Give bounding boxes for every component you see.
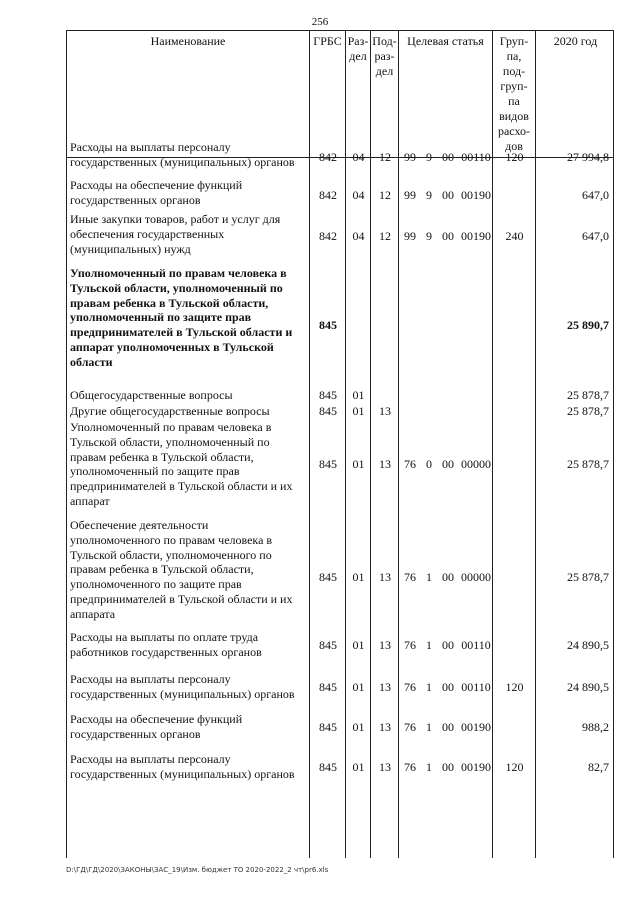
target-direction-cell: 00 — [442, 188, 454, 202]
podrazdel-cell: 12 — [379, 229, 391, 243]
amount-cell: 25 878,7 — [567, 404, 609, 418]
target-direction-cell: 00 — [442, 229, 454, 243]
target-subprogram-cell: 9 — [426, 150, 432, 164]
target-program-cell: 99 — [404, 229, 416, 243]
amount-cell: 25 878,7 — [567, 457, 609, 471]
expense-group-cell: 120 — [505, 150, 524, 164]
target-code-cell: 00190 — [461, 188, 491, 202]
razdel-cell: 01 — [352, 570, 365, 584]
grbs-cell: 845 — [319, 318, 337, 332]
razdel-cell: 04 — [352, 188, 365, 202]
podrazdel-cell: 12 — [379, 150, 391, 164]
razdel-cell: 04 — [352, 150, 365, 164]
header-grbs: ГРБС — [310, 31, 346, 157]
budget-table — [66, 30, 614, 858]
grbs-cell: 845 — [319, 680, 337, 694]
target-program-cell: 76 — [404, 760, 416, 774]
column-divider — [309, 158, 310, 858]
podrazdel-cell: 13 — [379, 638, 391, 652]
amount-cell: 647,0 — [582, 188, 609, 202]
column-divider — [398, 158, 399, 858]
target-direction-cell: 00 — [442, 638, 454, 652]
amount-cell: 647,0 — [582, 229, 609, 243]
column-divider — [492, 158, 493, 858]
target-code-cell: 00190 — [461, 720, 491, 734]
target-subprogram-cell: 9 — [426, 188, 432, 202]
grbs-cell: 845 — [319, 720, 337, 734]
amount-cell: 24 890,5 — [567, 680, 609, 694]
grbs-cell: 845 — [319, 457, 337, 471]
target-direction-cell: 00 — [442, 150, 454, 164]
row-name: Расходы на выплаты персоналу государственных (муниципальных) органов — [70, 752, 295, 781]
header-razdel: Раз- дел — [346, 31, 371, 157]
row-name: Уполномоченный по правам человека в Тульской области, уполномоченный по правам ребенка в Тульской области, уполномоченный по защите прав предпринимателей в Тульской области и аппарат уполномоченных в Тульской области — [70, 266, 293, 369]
target-subprogram-cell: 1 — [426, 760, 432, 774]
column-divider — [535, 158, 536, 858]
target-program-cell: 99 — [404, 188, 416, 202]
header-expense-group: Груп- па, под- груп- па видов расхо- дов — [493, 31, 536, 157]
target-code-cell: 00110 — [461, 680, 491, 694]
header-name: Наименование — [67, 31, 310, 157]
grbs-cell: 845 — [319, 570, 337, 584]
amount-cell: 25 878,7 — [567, 388, 609, 402]
target-subprogram-cell: 9 — [426, 229, 432, 243]
target-subprogram-cell: 1 — [426, 570, 432, 584]
amount-cell: 27 994,8 — [567, 150, 609, 164]
target-direction-cell: 00 — [442, 760, 454, 774]
row-name: Другие общегосударственные вопросы — [70, 404, 270, 418]
row-name: Обеспечение деятельности уполномоченного по правам человека в Тульской области, уполномоченного по правам ребенка в Тульской области, уполномоченного по защите прав предпринимателей в Тульской области и их аппарата — [70, 518, 293, 621]
razdel-cell: 01 — [352, 760, 365, 774]
target-program-cell: 76 — [404, 638, 416, 652]
footer-file-path: D:\ГД\ГД\2020\ЗАКОНЫ\ЗАС_19\Изм. бюджет ТО 2020-2022_2 чт\pr6.xls — [66, 866, 329, 874]
razdel-cell: 01 — [352, 720, 365, 734]
amount-cell: 988,2 — [582, 720, 609, 734]
target-program-cell: 76 — [404, 570, 416, 584]
amount-cell: 25 878,7 — [567, 570, 609, 584]
razdel-cell: 01 — [352, 680, 365, 694]
grbs-cell: 845 — [319, 404, 337, 418]
grbs-cell: 845 — [319, 638, 337, 652]
target-code-cell: 00110 — [461, 150, 491, 164]
target-direction-cell: 00 — [442, 680, 454, 694]
razdel-cell: 01 — [352, 457, 365, 471]
expense-group-cell: 240 — [505, 229, 524, 243]
expense-group-cell: 120 — [505, 760, 524, 774]
row-name: Уполномоченный по правам человека в Тульской области, уполномоченный по правам ребенка в Тульской области, уполномоченный по защите прав предпринимателей в Тульской области и их аппарат — [70, 420, 293, 508]
razdel-cell: 01 — [352, 404, 365, 418]
expense-group-cell: 120 — [505, 680, 524, 694]
grbs-cell: 842 — [319, 188, 337, 202]
podrazdel-cell: 13 — [379, 457, 391, 471]
amount-cell: 24 890,5 — [567, 638, 609, 652]
podrazdel-cell: 13 — [379, 404, 391, 418]
target-subprogram-cell: 0 — [426, 457, 432, 471]
header-year-2020: 2020 год — [553, 34, 598, 48]
row-name: Расходы на обеспечение функций государственных органов — [70, 712, 243, 741]
amount-cell: 25 890,7 — [567, 318, 609, 332]
target-program-cell: 76 — [404, 680, 416, 694]
podrazdel-cell: 13 — [379, 720, 391, 734]
target-direction-cell: 00 — [442, 570, 454, 584]
podrazdel-cell: 13 — [379, 680, 391, 694]
row-name: Расходы на обеспечение функций государственных органов — [70, 178, 243, 207]
grbs-cell: 842 — [319, 150, 337, 164]
grbs-cell: 842 — [319, 229, 337, 243]
target-subprogram-cell: 1 — [426, 680, 432, 694]
podrazdel-cell: 13 — [379, 760, 391, 774]
target-program-cell: 99 — [404, 150, 416, 164]
amount-cell: 82,7 — [588, 760, 609, 774]
table-body — [66, 140, 614, 858]
target-code-cell: 00110 — [461, 638, 491, 652]
header-podrazdel: Под- раз- дел — [371, 31, 399, 157]
row-name: Расходы на выплаты персоналу государственных (муниципальных) органов — [70, 672, 295, 701]
row-name: Общегосударственные вопросы — [70, 388, 233, 402]
grbs-cell: 845 — [319, 388, 337, 402]
target-direction-cell: 00 — [442, 457, 454, 471]
razdel-cell: 01 — [352, 388, 365, 402]
razdel-cell: 04 — [352, 229, 365, 243]
target-code-cell: 00190 — [461, 229, 491, 243]
column-divider — [370, 158, 371, 858]
podrazdel-cell: 13 — [379, 570, 391, 584]
target-code-cell: 00000 — [461, 457, 491, 471]
target-program-cell: 76 — [404, 457, 416, 471]
razdel-cell: 01 — [352, 638, 365, 652]
page-number: 256 — [311, 16, 329, 28]
header-target-article: Целевая статья — [399, 31, 493, 157]
row-name: Расходы на выплаты персоналу государственных (муниципальных) органов — [70, 140, 295, 169]
grbs-cell: 845 — [319, 760, 337, 774]
podrazdel-cell: 12 — [379, 188, 391, 202]
target-subprogram-cell: 1 — [426, 720, 432, 734]
table-header — [66, 30, 614, 158]
target-direction-cell: 00 — [442, 720, 454, 734]
row-name: Расходы на выплаты по оплате труда работников государственных органов — [70, 630, 262, 659]
target-code-cell: 00000 — [461, 570, 491, 584]
row-name: Иные закупки товаров, работ и услуг для обеспечения государственных (муниципальных) нужд — [70, 212, 281, 256]
column-divider — [345, 158, 346, 858]
target-program-cell: 76 — [404, 720, 416, 734]
target-subprogram-cell: 1 — [426, 638, 432, 652]
target-code-cell: 00190 — [461, 760, 491, 774]
